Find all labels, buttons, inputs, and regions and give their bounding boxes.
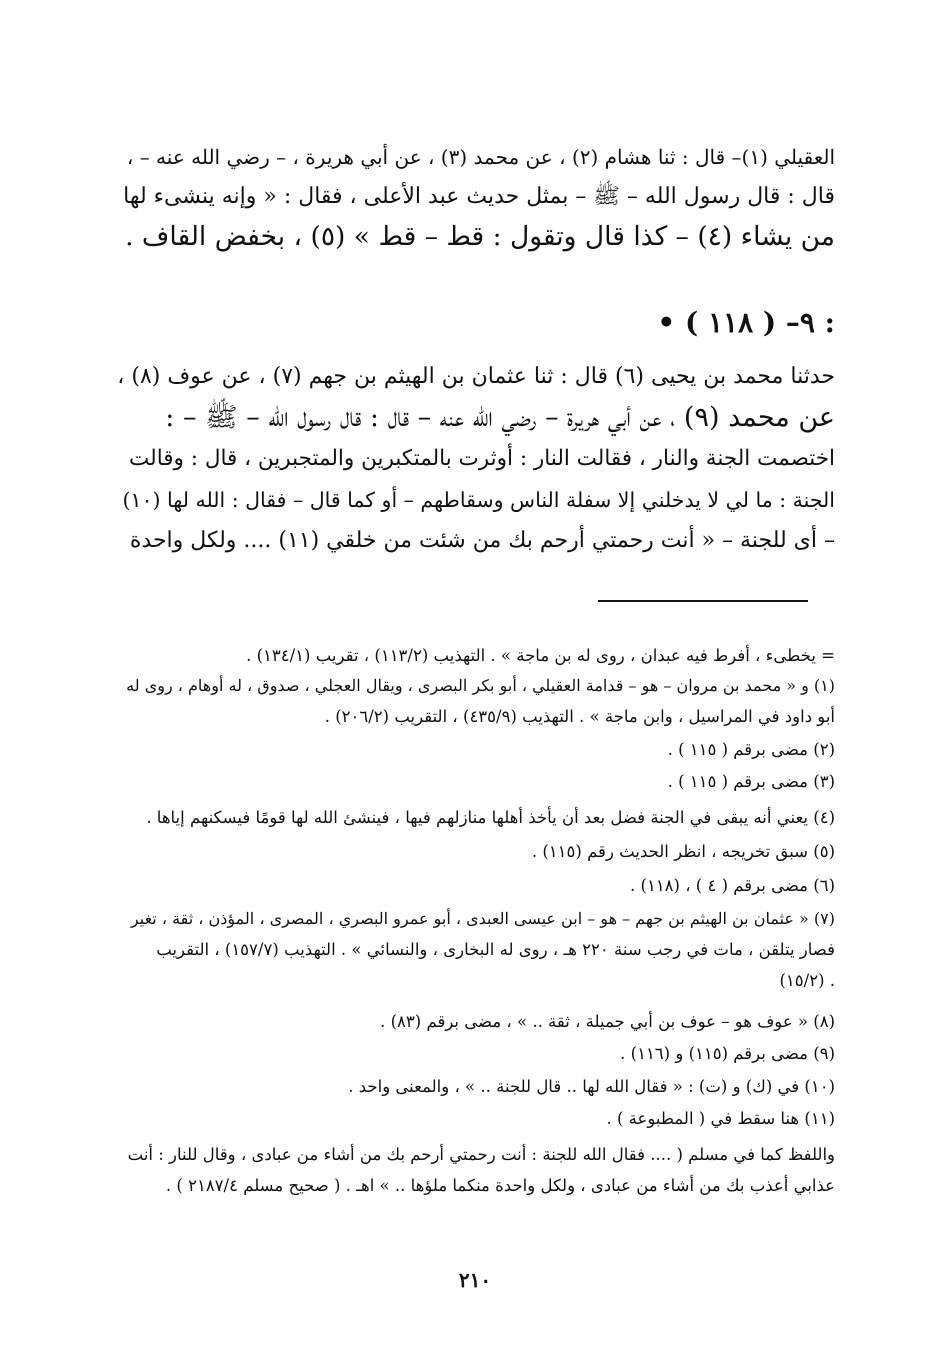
footnote-line: (٦) مضى برقم ( ٤ ) ، (١١٨) . [630,876,835,895]
footnote-line: (٥) سبق تخريجه ، انظر الحديث رقم (١١٥) . [531,842,835,861]
footnote-line: (٧) « عثمان بن الهيثم بن جهم – هو – ابن عيسى العبدى ، أبو عمرو البصري ، المصرى ، المؤذن ، ثقة ، تغير [130,909,835,928]
footnote-line: واللفظ كما في مسلم ( .... فقال الله للجنة : أنت رحمتي أرحم بك من أشاء من عبادى ، وقال للنار : أنت [127,1145,835,1164]
footnote-line: (٨) « عوف هو – عوف بن أبي جميلة ، ثقة .. » ، مضى برقم (٨٣) . [380,1012,835,1031]
main-paragraph-line: اختصمت الجنة والنار ، فقالت النار : أوثرت بالمتكبرين والمتجبرين ، قال : وقالت [129,446,835,471]
hadith-heading: • ٩– ( ١١٨ ) : [657,306,835,339]
main-paragraph-line: – أى للجنة – « أنت رحمتي أرحم بك من شئت من خلقي (١١) .... ولكل واحدة [129,528,835,553]
top-paragraph-line: العقيلي (١)– قال : ثنا هشام (٢) ، عن محمد (٣) ، عن أبي هريرة ، – رضي الله عنه – ، [126,145,835,169]
main-paragraph-line: حدثنا محمد بن يحيى (٦) قال : ثنا عثمان بن الهيثم بن جهم (٧) ، عن عوف (٨) ، [117,364,835,389]
footnote-line: (١٠) في (ك) و (ت) : « فقال الله لها .. قال للجنة .. » ، والمعنى واحد . [348,1077,835,1096]
footnote-line: فصار يتلقن ، مات في رجب سنة ٢٢٠ هـ ، روى له البخارى ، والنسائي » . التهذيب (١٥٧/٧) ، التقريب [156,940,835,959]
main-paragraph-line: الجنة : ما لي لا يدخلني إلا سفلة الناس وسقاطهم – أو كما قال – فقال : الله لها (١٠) [122,488,835,512]
footnote-line: (١١) هنا سقط في ( المطبوعة ) . [606,1109,835,1128]
footnote-line: = يخطىء ، أفرط فيه عبدان ، روى له بن ماجة » . التهذيب (١١٣/٢) ، تقريب (١٣٤/١) . [246,646,835,665]
footnote-line: (٣) مضى برقم ( ١١٥ ) . [667,772,835,791]
footnote-line: (٩) مضى برقم (١١٥) و (١١٦) . [620,1044,835,1063]
footnote-line: (٢) مضى برقم ( ١١٥ ) . [667,740,835,759]
footnote-line: عذابي أعذب بك من أشاء من عبادى ، ولكل واحدة منكما ملؤها .. » اهـ . ( صحيح مسلم ٢١٨٧/٤ ) . [165,1176,835,1195]
top-paragraph-line: من يشاء (٤) – كذا قال وتقول : قط – قط » (٥) ، بخفض القاف . [125,221,835,252]
footnote-line: (٤) يعني أنه يبقى في الجنة فضل بعد أن يأخذ أهلها منازلهم فيها ، فينشئ الله لها قومًا فيسكنهم إياها . [146,808,835,827]
footnote-line: (١٥/٢) . [779,971,835,990]
top-paragraph-line: قال : قال رسول الله – ﷺ – بمثل حديث عبد الأعلى ، فقال : « وإنه ينشىء لها [123,184,835,209]
footnote-line: أبو داود في المراسيل ، وابن ماجة » . التهذيب (٤٣٥/٩) ، التقريب (٢٠٦/٢) . [324,707,835,726]
page-number: ٢١٠ [458,1268,492,1292]
footnote-separator [598,600,808,602]
main-paragraph-line: عن محمد (٩) ، عن أبي هريرة – رضي الله عنه – قال : قال رسول الله – ﷺ – : [165,402,835,433]
footnote-line: (١) و « محمد بن مروان – هو – قدامة العقيلي ، أبو بكر البصرى ، ويقال العجلي ، صدوق ، له أوهام ، روى له [126,676,835,695]
